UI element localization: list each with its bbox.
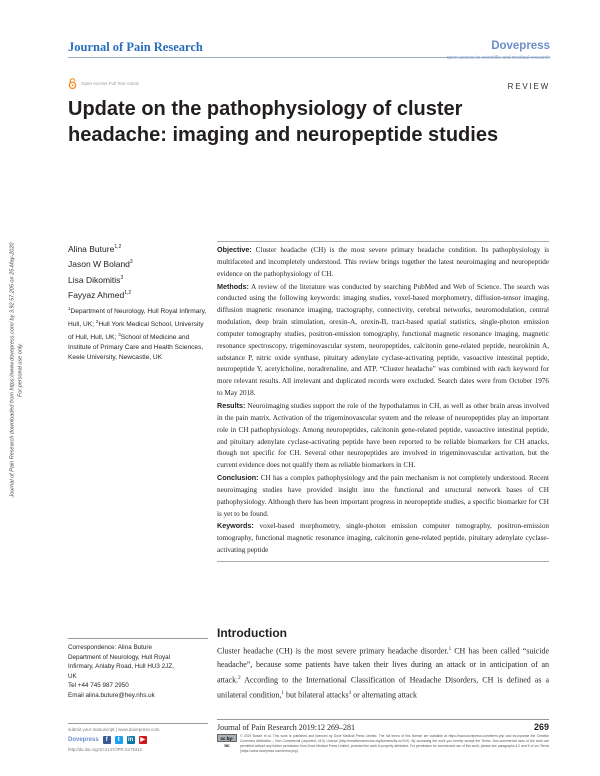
journal-title: Journal of Pain Research (68, 40, 203, 54)
affiliation: Hull York Medical School, University of Hull, Hull, UK; (68, 321, 204, 342)
author-affiliation-sup: 1,2 (114, 244, 122, 250)
abstract-objective (217, 244, 549, 281)
affiliation-text (68, 304, 208, 363)
introduction-heading: Introduction (217, 626, 287, 640)
author-affiliation-sup: 1,2 (124, 289, 132, 296)
correspondence-line: Correspondence: Alina Buture (68, 644, 153, 651)
intro-text: CH has been called “suicide headache”, because some patients have taken their lives during an attack or in anticipation of an attack. (217, 646, 549, 685)
author-name: Jason W Boland (68, 259, 130, 270)
citation-sup[interactable]: 3 (348, 690, 352, 696)
affiliations (68, 304, 208, 363)
abstract-text: CH has a complex pathophysiology and the pain mechanism is not completely understood. Recent neuroimaging studies have provided insight into the functional and structural network bases of CH pathophysiology. Although there has been important progress in neuropeptide studies, a specific biomarker for CH is yet to be found. (217, 474, 550, 518)
affiliation: School of Medicine and Institute of Primary Care and Health Sciences, Keele University, Newcastle, UK (68, 334, 204, 361)
affiliation-sup: 3 (118, 331, 121, 337)
abstract-heading: Keywords: (217, 521, 254, 531)
footer-social-row (68, 736, 208, 744)
abstract-heading: Conclusion: (217, 473, 259, 483)
abstract-text: A review of the literature was conducted by searching PubMed and Web of Science. The search was conducted using the following keywords: imaging studies, voxel-based morphometry, diffusion-tensor imaging, diffusion magnetic resonance imaging, tractography, connectivity, cerebral networks, neuromodulation, central modulation, deep brain stimulation, orexin-A, orexin-B, tract-based spatial statistics, single-photon emission computer tomography studies, positron-emission tomography, functional magnetic resonance imaging, magnetic resonance spectroscopy, trigeminovascular system, neuropeptides, calcitonin gene-related peptide, neurokinin A, substance P, nitric oxide synthase, pituitary adenylate cyclase-activating peptide, vasoactive intestinal peptide, neuropeptide Y, acetylcholine, noradrenaline, and ATP. “Cluster headache” was combined with each keyword for more relevant results. All irrelevant and duplicated records were excluded. Search dates were from October 1976 to May 2018. (217, 282, 549, 398)
abstract-text: Cluster headache (CH) is the most severe primary headache condition. Its pathophysiology is multifaceted and incompletely understood. This review brings together the latest neuroimaging and neuropeptide evidence on the pathophysiology of CH. (217, 246, 549, 278)
publisher-name[interactable]: Dovepress (491, 40, 550, 52)
footer-journal-citation: Journal of Pain Research 2019:12 269–281 (217, 723, 355, 732)
intro-text: According to the International Classification of Headache Disorders, CH is defined as a unilateral condition, (217, 675, 549, 700)
citation-sup[interactable]: 1 (448, 647, 452, 652)
abstract-text: Neuroimaging studies support the role of the hypothalamus in CH, as well as other brain areas involved in the pain matrix. Activation of the trigeminovascular system and the release of neuropeptides play an important role in CH pathophysiology. Among neuropeptides, calcitonin gene-related peptide, vasoactive intestinal peptide, and pituitary adenylate cyclase-activating peptide have been reported to be reliable biomarkers for CH attacks, though not specific for CH. Several other neuropeptides are involved in trigeminovascular activation, but the current evidence does not qualify them as reliable biomarkers in CH. (217, 401, 550, 470)
correspondence-block (68, 638, 208, 700)
author (68, 241, 208, 256)
footer-publisher-logo[interactable]: Dovepress (68, 737, 99, 743)
open-access-row (68, 78, 139, 89)
abstract-heading: Methods: (217, 281, 249, 291)
page-number: 269 (533, 722, 549, 732)
affiliation-sup: 2 (95, 318, 99, 324)
affiliation-sup: 1 (68, 306, 71, 311)
article-type: REVIEW (507, 82, 550, 91)
footer-right (217, 719, 549, 754)
author-name: Fayyaz Ahmed (68, 289, 125, 300)
affiliation: Department of Neurology, Hull Royal Infirmary, Hull, UK; (68, 308, 207, 329)
facebook-icon[interactable]: f (103, 736, 111, 744)
author (68, 287, 208, 302)
intro-text: or alternating attack (351, 690, 418, 700)
intro-text: but bilateral attacks (283, 690, 349, 700)
abstract-heading: Objective: (217, 245, 252, 254)
correspondence-phone: Tel +44 745 987 2950 (68, 682, 129, 689)
header-rule (68, 57, 550, 58)
author (68, 272, 208, 287)
author-list (68, 241, 208, 302)
author-name: Alina Buture (68, 243, 115, 254)
correspondence-line: Department of Neurology, Hull Royal (68, 653, 171, 661)
abstract-keywords (217, 520, 549, 557)
youtube-icon[interactable]: ▶ (140, 737, 145, 743)
publisher-tagline: open access to scientific and medical research (446, 55, 550, 61)
download-sidebar (2, 160, 32, 580)
abstract-methods (217, 281, 549, 400)
introduction-text (217, 643, 549, 702)
submit-manuscript-link[interactable]: submit your manuscript | www.dovepress.com (68, 727, 160, 732)
footer-citation-row (217, 722, 549, 732)
abstract (217, 241, 549, 562)
author-affiliation-sup: 3 (129, 259, 133, 266)
creative-commons-icon[interactable]: cc by-nc (217, 734, 237, 742)
license-row (217, 734, 549, 754)
footer-left (68, 723, 208, 752)
citation-sup[interactable]: 1 (281, 690, 284, 696)
license-text: © 2019 Buture et al. This work is published and licensed by Dove Medical Press Limited. The full terms of this license are available at https://www.dovepress.com/terms.php and incorporate the Creative Commons Attribution – Non Commercial (unported, v3.0) License (http://creativecommons.org/licenses/by-nc/3.0/). By accessing the work you hereby accept the Terms. Non-commercial uses of the work are permitted without any further permission from Dove Medical Press Limited, provided the work is properly attributed. For permission for commercial use of this work, please see paragraphs 4.2 and 5 of our Terms (https://www.dovepress.com/terms.php). (240, 734, 549, 753)
author-name: Lisa Dikomitis (68, 274, 121, 285)
download-watermark-line: Journal of Pain Research downloaded from https://www.dovepress.com/ by 3.92.57.205 on 25-May-2020 (9, 242, 16, 498)
correspondence-email[interactable]: Email alina.buture@hey.nhs.uk (68, 691, 155, 699)
personal-use-line: For personal use only. (17, 342, 23, 398)
open-access-label: Open Access Full Text Article (81, 81, 139, 86)
correspondence-line: Infirmary, Anlaby Road, Hull HU3 2JZ, (68, 663, 174, 670)
author-affiliation-sup: 3 (120, 274, 124, 281)
doi-link[interactable]: http://dx.doi.org/10.2147/JPR.S175312 (68, 747, 143, 752)
download-watermark (10, 243, 25, 498)
abstract-heading: Results: (217, 400, 246, 410)
author (68, 256, 208, 271)
abstract-conclusion (217, 472, 549, 520)
correspondence-line: UK (68, 672, 77, 680)
abstract-results (217, 400, 549, 472)
open-access-lock-icon (68, 78, 77, 89)
citation-sup[interactable]: 2 (238, 675, 241, 681)
article-title: Update on the pathophysiology of cluster headache: imaging and neuropeptide studies (68, 98, 499, 146)
twitter-icon[interactable]: t (115, 736, 123, 744)
intro-text: Cluster headache (CH) is the most severe primary headache disorder. (217, 646, 449, 656)
abstract-text: voxel-based morphometry, single-photon emission computer tomography, positron-emission tomography, functional magnetic resonance imaging, calcitonin gene-related peptide, pituitary adenylate cyclase-activating peptide (217, 522, 550, 555)
linkedin-icon[interactable]: in (128, 737, 134, 743)
